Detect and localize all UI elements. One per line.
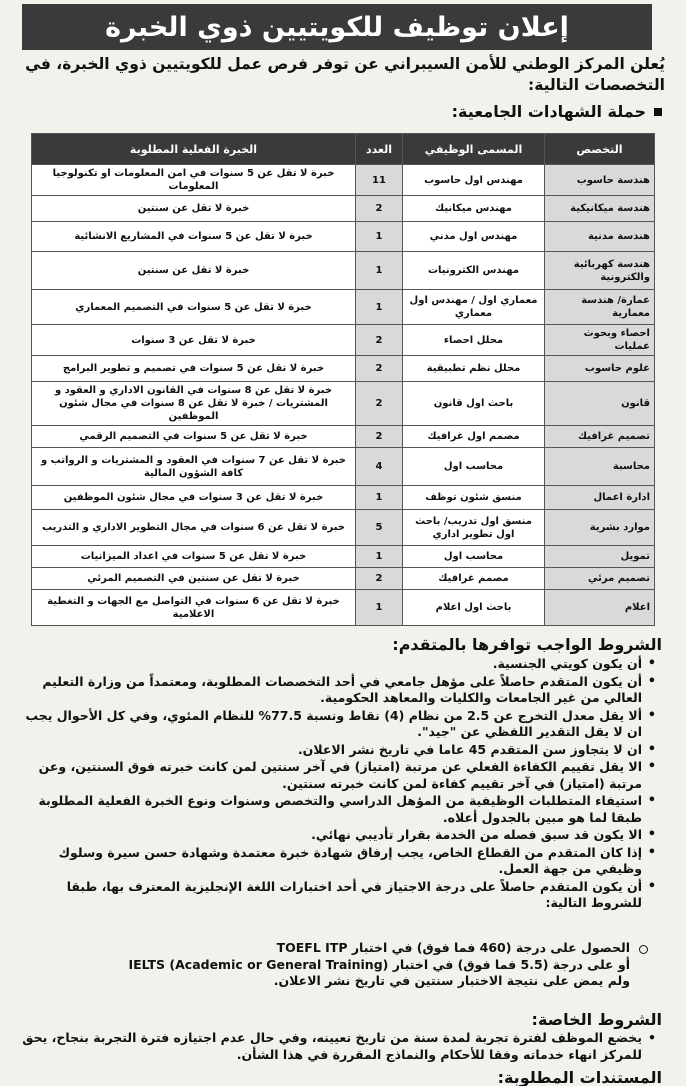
cell-count: 2 [356,568,403,590]
condition-item: • أن يكون المتقدم حاصلاً على درجة الاجتياز في أحد اختبارات اللغة الإنجليزية المعترف بها، طبقا للشروط التالية: [18,879,658,912]
cell-count: 1 [356,252,403,290]
cell-specialty: تصميم غرافيك [545,426,655,448]
english-test-item [20,940,630,957]
cell-job-title: منسق شئون توظف [403,486,545,510]
cell-experience: خبرة لا تقل عن 3 سنوات في مجال شئون الموظفين [32,486,356,510]
english-test-conditions [20,940,630,990]
cell-count: 2 [356,196,403,222]
cell-experience: خبرة لا تقل عن 5 سنوات في المشاريع الانشائية [32,222,356,252]
cell-specialty: اعلام [545,590,655,626]
cell-job-title: محلل نظم تطبيقية [403,356,545,382]
table-row [32,590,655,626]
cell-job-title: مصمم اول غرافيك [403,426,545,448]
condition-item: • استيفاء المتطلبات الوظيفية من المؤهل الدراسي والتخصص وسنوات ونوع الخبرة الفعلية المطلوبة طبقا لما هو مبين بالجدول أعلاه. [18,793,658,826]
english-test-line-2: أو على درجة (5.5 فما فوق) في اختبار IELTS (Academic or General Training) [128,956,630,972]
condition-item: • ألا يقل معدل التخرج عن 2.5 من نظام (4) نقاط ونسبة 77.5% للنظام المئوي، وفي كل الأحوال يجب ان لا يقل التقدير اللفظي عن "جيد". [18,708,658,741]
table-row [32,546,655,568]
cell-count: 2 [356,356,403,382]
table-row [32,325,655,356]
cell-job-title: محاسب اول [403,448,545,486]
cell-specialty: محاسبة [545,448,655,486]
cell-experience: خبرة لا تقل عن سنتين [32,196,356,222]
table-row [32,165,655,196]
cell-job-title: محاسب اول [403,546,545,568]
cell-specialty: قانون [545,382,655,426]
cell-count: 5 [356,510,403,546]
english-test-line-3: ولم يمض على نتيجة الاختبار سنتين في تاريخ نشر الاعلان. [273,973,630,988]
cell-experience: خبرة لا تقل عن 5 سنوات في التصميم المعماري [32,290,356,325]
table-row [32,382,655,426]
cell-specialty: هندسة كهربائية والكترونية [545,252,655,290]
table-row [32,568,655,590]
cell-count: 2 [356,325,403,356]
cell-experience: خبرة لا تقل عن 5 سنوات في تصميم و تطوير البرامج [32,356,356,382]
cell-specialty: ادارة اعمال [545,486,655,510]
table-row [32,196,655,222]
jobs-table-body [32,165,655,626]
header-specialty: التخصص [545,134,655,165]
cell-specialty: تمويل [545,546,655,568]
cell-job-title: مهندس اول حاسوب [403,165,545,196]
cell-job-title: منسق اول تدريب/ باحث اول تطوير اداري [403,510,545,546]
cell-experience: خبرة لا تقل عن 5 سنوات في التصميم الرقمي [32,426,356,448]
conditions-heading: الشروط الواجب توافرها بالمتقدم: [392,635,662,654]
cell-experience: خبرة لا تقل عن سنتين في التصميم المرئي [32,568,356,590]
header-job-title: المسمى الوظيفي [403,134,545,165]
table-row [32,222,655,252]
condition-item: • الا يكون قد سبق فصله من الخدمة بقرار تأديبي نهائي. [18,827,658,844]
cell-specialty: هندسة مدنية [545,222,655,252]
table-row [32,448,655,486]
special-conditions-heading: الشروط الخاصة: [531,1010,662,1029]
cell-count: 2 [356,426,403,448]
page-title: إعلان توظيف للكويتيين ذوي الخبرة [22,4,652,50]
cell-count: 4 [356,448,403,486]
cell-count: 1 [356,486,403,510]
cell-experience: خبرة لا تقل عن 8 سنوات في القانون الاداري و العقود و المشتريات / خبرة لا تقل عن 8 سنوات في مجال شئون الموظفين [32,382,356,426]
condition-item: • أن يكون كويتي الجنسية. [18,656,658,673]
cell-count: 1 [356,222,403,252]
cell-specialty: هندسة ميكانيكية [545,196,655,222]
cell-job-title: معماري اول / مهندس اول معماري [403,290,545,325]
cell-experience: خبرة لا تقل عن 7 سنوات في العقود و المشتريات و الرواتب و كافة الشؤون المالية [32,448,356,486]
cell-job-title: باحث اول اعلام [403,590,545,626]
cell-experience: خبرة لا تقل عن سنتين [32,252,356,290]
cell-experience: خبرة لا تقل عن 3 سنوات [32,325,356,356]
cell-job-title: محلل احصاء [403,325,545,356]
cell-specialty: احصاء وبحوث عمليات [545,325,655,356]
cell-job-title: مهندس الكترونيات [403,252,545,290]
table-row [32,252,655,290]
condition-item: • ان لا يتجاوز سن المتقدم 45 عاما في تاريخ نشر الاعلان. [18,742,658,759]
cell-experience: خبرة لا تقل عن 5 سنوات في امن المعلومات او تكنولوجيا المعلومات [32,165,356,196]
table-row [32,510,655,546]
cell-job-title: مهندس اول مدني [403,222,545,252]
cell-experience: خبرة لا تقل عن 5 سنوات في اعداد الميزانيات [32,546,356,568]
cell-count: 2 [356,382,403,426]
table-header-row [32,134,655,165]
table-row [32,426,655,448]
condition-item: • أن يكون المتقدم حاصلاً على مؤهل جامعي في أحد التخصصات المطلوبة، ومعتمداً من وزارة التعليم العالي من غير الجامعات والكليات والمعاهد الحكومية. [18,674,658,707]
english-test-line-1: الحصول على درجة (460 فما فوق) في اختبار TOEFL ITP [276,940,630,955]
intro-paragraph: يُعلن المركز الوطني للأمن السيبراني عن توفر فرص عمل للكويتيين ذوي الخبرة، في التخصصات التالية: [25,55,665,94]
required-documents-heading: المستندات المطلوبة: [497,1068,662,1086]
bullet-square-icon [654,108,662,116]
section-degrees-label: حملة الشهادات الجامعية: [451,102,646,121]
cell-count: 1 [356,590,403,626]
condition-item: • الا يقل تقييم الكفاءة الفعلي عن مرتبة (امتياز) في آخر سنتين لمن كانت خبرته فوق السنتين، وعن مرتبة (امتياز) في آخر تقييم كفاءة لمن كانت خبرته سنتين. [18,759,658,792]
condition-item: • إذا كان المتقدم من القطاع الخاص، يجب إرفاق شهادة خبرة معتمدة وشهادة حسن سيرة وسلوك وظيفي من جهة العمل. [18,845,658,878]
cell-experience: خبرة لا تقل عن 6 سنوات في مجال التطوير الاداري و التدريب [32,510,356,546]
circle-bullet-icon [639,945,648,954]
special-conditions-text: • يخضع الموظف لفترة تجربة لمدة سنة من تاريخ تعيينه، وفي حال عدم اجتيازه فترة التجربة بنجاح، يحق للمركز انهاء خدماته وفقا للأحكام والنماذج المقررة في هذا الشأن. [18,1030,658,1063]
section-degrees-heading [452,102,662,121]
cell-count: 1 [356,290,403,325]
table-row [32,486,655,510]
cell-specialty: عمارة/ هندسة معمارية [545,290,655,325]
table-row [32,356,655,382]
jobs-table [31,133,655,626]
cell-specialty: تصميم مرئي [545,568,655,590]
cell-specialty: موارد بشرية [545,510,655,546]
cell-job-title: باحث اول قانون [403,382,545,426]
cell-job-title: مهندس ميكانيك [403,196,545,222]
conditions-list [18,656,658,913]
cell-experience: خبرة لا تقل عن 6 سنوات في التواصل مع الجهات و التغطية الاعلامية [32,590,356,626]
cell-job-title: مصمم غرافيك [403,568,545,590]
cell-count: 1 [356,546,403,568]
header-experience: الخبرة الفعلية المطلوبة [32,134,356,165]
header-count: العدد [356,134,403,165]
cell-count: 11 [356,165,403,196]
table-row [32,290,655,325]
cell-specialty: هندسة حاسوب [545,165,655,196]
cell-specialty: علوم حاسوب [545,356,655,382]
